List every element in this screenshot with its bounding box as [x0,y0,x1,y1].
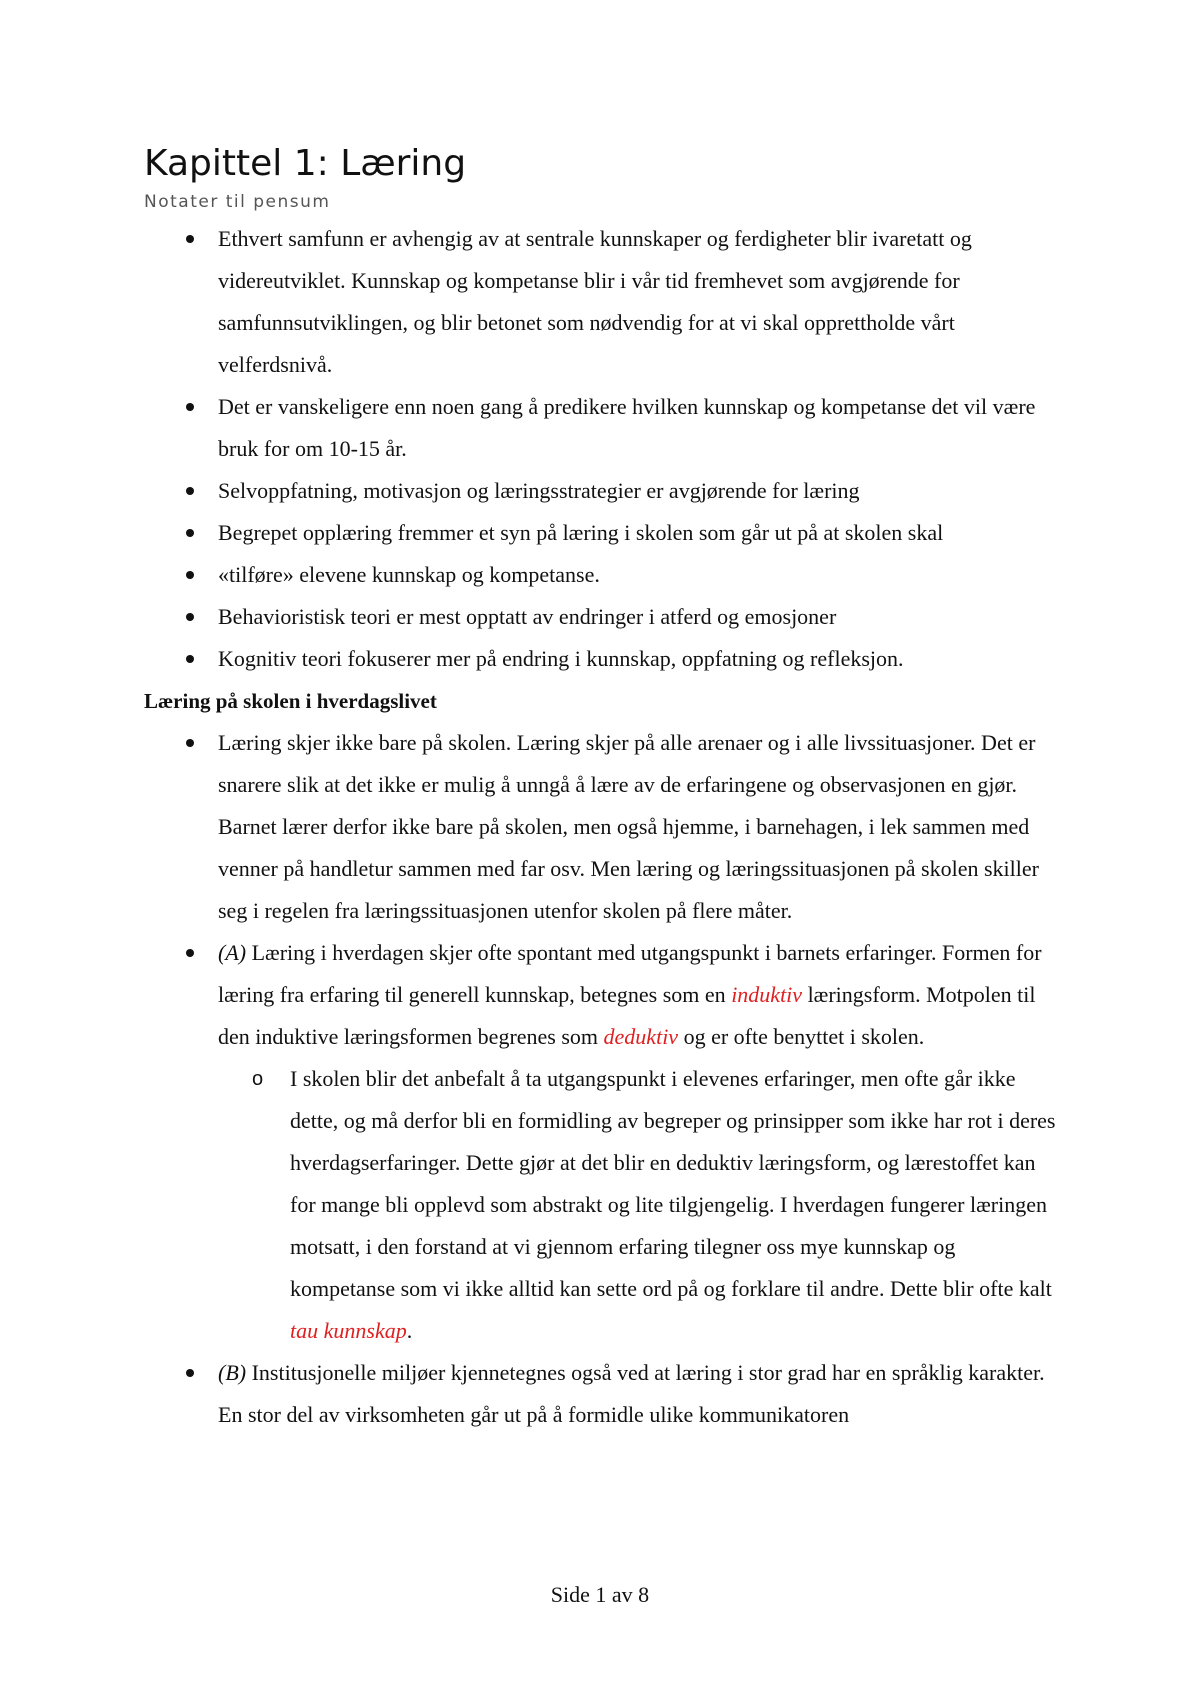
bullet-text: Det er vanskeligere enn noen gang å predikere hvilken kunnskap og kompetanse det vil være bruk for om 10-15 år. [218,394,1036,461]
list-item [144,1058,1064,1352]
bullet-text: Begrepet opplæring fremmer et syn på læring i skolen som går ut på at skolen skal [218,520,944,545]
list-item [144,218,1064,386]
bullet-text: Læring i hverdagen skjer ofte spontant med utgangspunkt i barnets erfaringer. Formen for læring fra erfaring til generell kunnskap, betegnes som en [218,940,1042,1007]
term-deduktiv: deduktiv [603,1024,679,1049]
list-item [144,554,1064,596]
page-subtitle: Notater til pensum [144,192,331,212]
list-item [144,1352,1064,1436]
bullet-text: Behavioristisk teori er mest opptatt av endringer i atferd og emosjoner [218,604,837,629]
bullet-dot-icon [186,571,194,579]
list-item [144,470,1064,512]
bullet-text: læringsform. Motpolen til den induktive læringsformen begrenes som [218,982,1036,1049]
bullet-text: «tilføre» elevene kunnskap og kompetanse. [218,562,600,587]
section-heading: Læring på skolen i hverdagslivet [144,689,437,713]
bullet-text: Kognitiv teori fokuserer mer på endring i kunnskap, oppfatning og refleksjon. [218,646,904,671]
page-title: Kapittel 1: Læring [144,143,467,184]
bullet-dot-icon [186,613,194,621]
bullet-dot-icon [186,487,194,495]
bullet-text: Læring skjer ikke bare på skolen. Læring skjer på alle arenaer og i alle livssituasjoner. Det er snarere slik at det ikke er mulig å unngå å lære av de erfaringene og observasjonen en gjør. Barnet lærer derfor ikke bare på skolen, men også hjemme, i barnehagen, i lek sammen med venner på handletur sammen med far osv. Men læring og læringssituasjonen på skolen skiller seg i regelen fra læringssituasjonen utenfor skolen på flere måter. [218,730,1039,923]
bullet-dot-icon [186,655,194,663]
circle-bullet-icon: o [252,1068,264,1090]
term-induktiv: induktiv [731,982,803,1007]
section-bullet-list [144,722,1064,1436]
bullet-text: Ethvert samfunn er avhengig av at sentrale kunnskaper og ferdigheter blir ivaretatt og videreutviklet. Kunnskap og kompetanse blir i vår tid fremhevet som avgjørende for samfunnsutviklingen, og blir betonet som nødvendig for at vi skal opprettholde vårt velferdsnivå. [218,226,972,377]
list-item [144,722,1064,932]
intro-bullet-list [144,218,1064,680]
page-content [144,140,1064,1436]
bullet-dot-icon [186,529,194,537]
bullet-text: Institusjonelle miljøer kjennetegnes også ved at læring i stor grad har en språklig karakter. En stor del av virksomheten går ut på å formidle ulike kommunikatoren [218,1360,1045,1427]
list-item [144,596,1064,638]
bullet-dot-icon [186,739,194,747]
sub-bullet-end: . [406,1318,413,1343]
list-item [144,386,1064,470]
term-tau-kunnskap: tau kunnskap [290,1318,407,1343]
bullet-text: og er ofte benyttet i skolen. [678,1024,925,1049]
sub-bullet-list [218,1058,1064,1352]
sub-bullet-text: I skolen blir det anbefalt å ta utgangspunkt i elevenes erfaringer, men ofte går ikke dette, og må derfor bli en formidling av begreper og prinsipper som ikke har rot i deres hverdagserfaringer. Dette gjør at det blir en deduktiv læringsform, og lærestoffet kan for mange bli opplevd som abstrakt og lite tilgjengelig. I hverdagen fungerer læringen motsatt, i den forstand at vi gjennom erfaring tilegner oss mye kunnskap og kompetanse som vi ikke alltid kan sette ord på og forklare til andre. Dette blir ofte kalt [290,1066,1056,1301]
bullet-dot-icon [186,1369,194,1377]
list-item [144,932,1064,1352]
bullet-dot-icon [186,403,194,411]
page-footer: Side 1 av 8 [550,1582,650,1607]
bullet-dot-icon [186,949,194,957]
bullet-dot-icon [186,235,194,243]
list-item [144,512,1064,554]
bullet-text: Selvoppfatning, motivasjon og læringsstrategier er avgjørende for læring [218,478,860,503]
bullet-label: (A) [218,940,247,965]
bullet-label: (B) [218,1360,247,1385]
list-item [144,638,1064,680]
